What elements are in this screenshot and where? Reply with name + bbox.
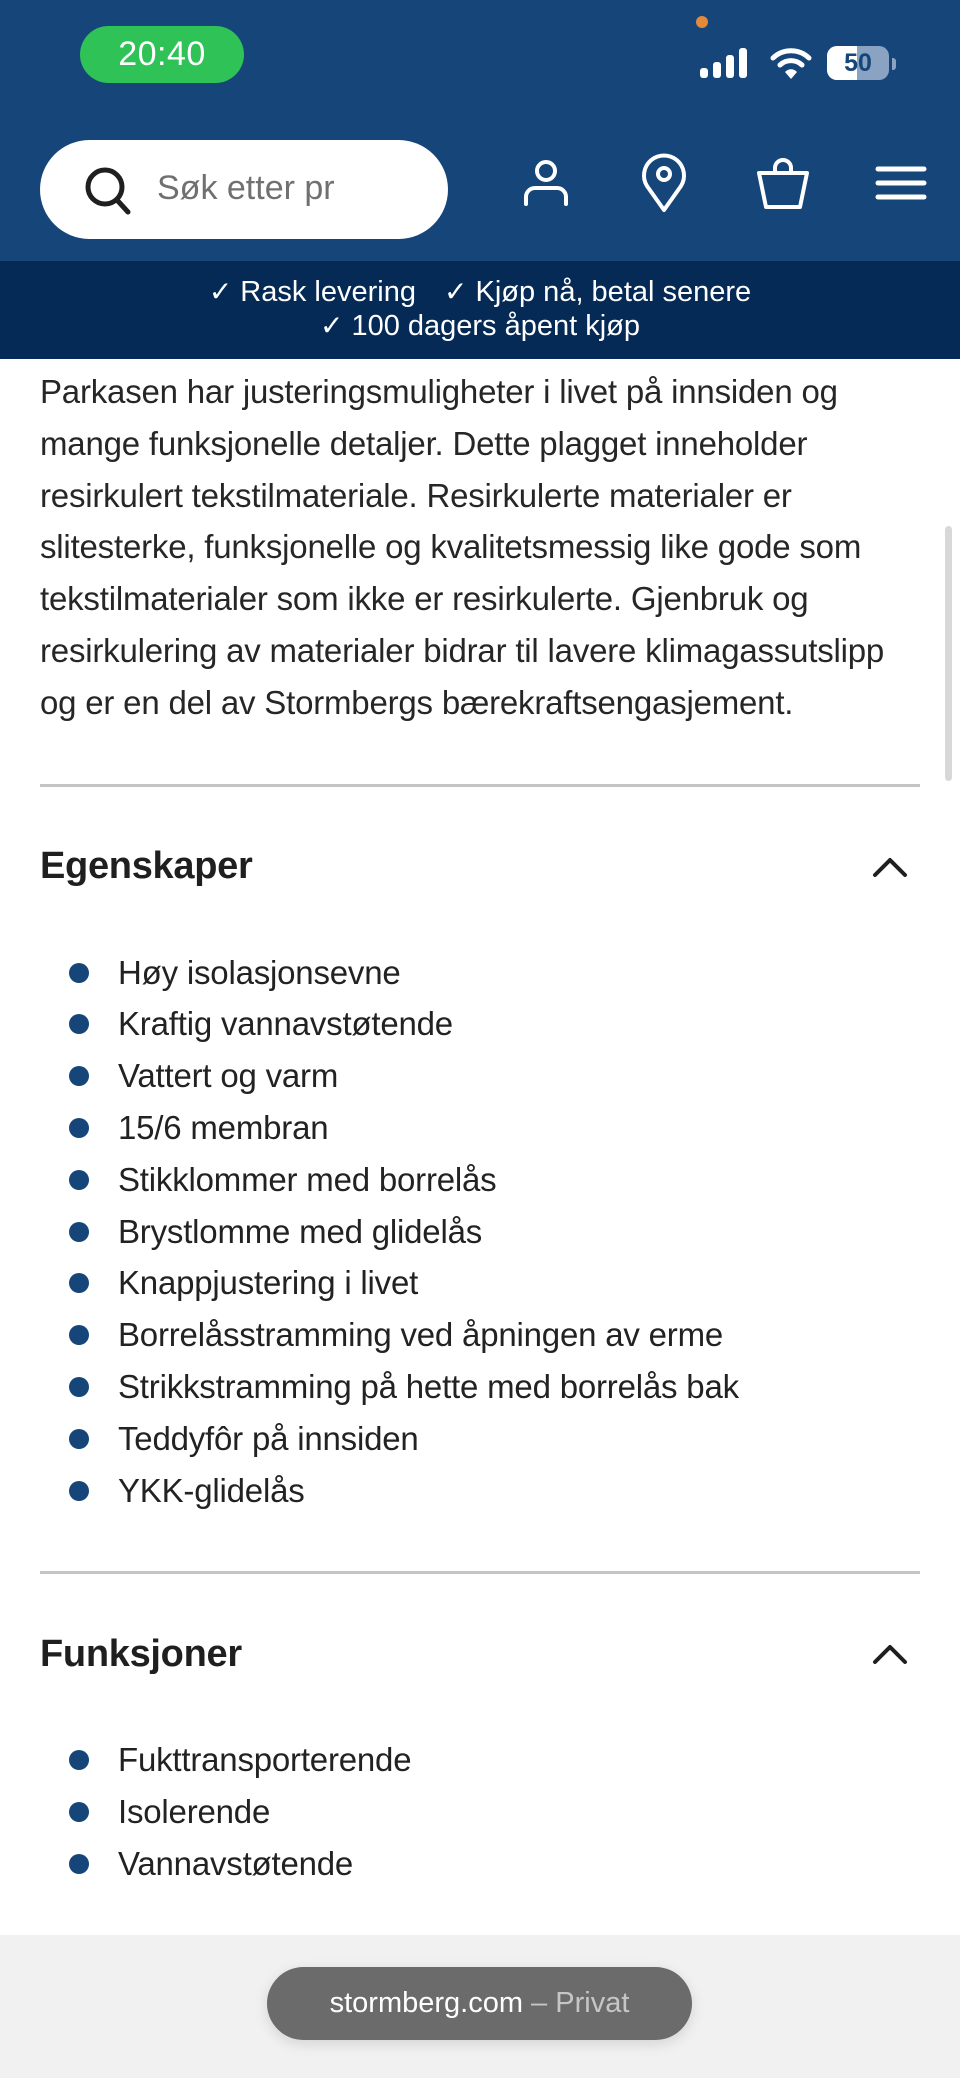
product-description: Parkasen har justeringsmuligheter i livet på innsiden og mange funksjonelle detaljer. Dette plagget inneholder resirkulert tekstilmateriale. Resirkulerte materialer er slitesterke, funksjonelle og kvalitetsmessig like gode som tekstilmaterialer som ikke er resirkulerte. Gjenbruk og resirkulering av materialer bidrar til lavere klimagassutslipp og er en del av Stormbergs bærekraftsengasjement. [40,373,885,721]
usp-banner [0,261,960,359]
checkmark-icon: ✓ [208,276,233,307]
list-item: YKK-glidelås [40,1465,920,1517]
list-item: 15/6 membran [40,1102,920,1154]
wifi-icon [770,46,812,80]
bullet-icon [69,1222,89,1242]
usp-text: 100 dagers åpent kjøp [351,310,641,342]
list-item: Vattert og varm [40,1050,920,1102]
usp-item [444,275,751,309]
bullet-icon [69,963,89,983]
cart-icon[interactable] [751,152,815,216]
usp-text: Rask levering [240,276,416,308]
list-item: Teddyfôr på innsiden [40,1413,920,1465]
bullet-icon [69,1750,89,1770]
section-header-funksjoner[interactable] [40,1574,920,1734]
chevron-up-icon[interactable] [870,1634,910,1674]
account-icon[interactable] [514,152,578,216]
search-box[interactable] [40,140,448,239]
checkmark-icon: ✓ [319,310,344,341]
list-item: Fukttransporterende [40,1734,920,1786]
url-separator: – [523,1987,556,2019]
site-header [0,0,960,261]
bullet-icon [69,1273,89,1293]
bullet-icon [69,1170,89,1190]
url-domain: stormberg.com [329,1987,523,2019]
list-item: Kraftig vannavstøtende [40,998,920,1050]
cellular-signal-icon [700,48,752,78]
store-locator-icon[interactable] [632,152,696,216]
list-item: Høy isolasjonsevne [40,947,920,999]
search-icon [82,164,136,218]
private-mode-label: Privat [555,1987,630,2019]
bullet-icon [69,1481,89,1501]
list-item: Brystlomme med glidelås [40,1206,920,1258]
bullet-icon [69,1429,89,1449]
list-item: Strikkstramming på hette med borrelås bak [40,1361,920,1413]
usp-text: Kjøp nå, betal senere [475,276,752,308]
funksjoner-list [40,1734,920,1889]
bullet-icon [69,1802,89,1822]
usp-item [320,309,640,343]
bullet-icon [69,1066,89,1086]
list-item: Stikklommer med borrelås [40,1154,920,1206]
page-scrollbar[interactable] [945,526,952,781]
bullet-icon [69,1014,89,1034]
status-time: 20:40 [80,26,244,83]
bullet-icon [69,1325,89,1345]
list-item: Vannavstøtende [40,1838,920,1890]
section-title: Funksjoner [40,1632,242,1675]
bullet-icon [69,1854,89,1874]
address-bar[interactable] [267,1967,692,2040]
usp-item [209,275,416,309]
menu-icon[interactable] [869,152,933,216]
bullet-icon [69,1118,89,1138]
egenskaper-list [40,947,920,1517]
battery-level: 50 [844,49,872,77]
section-header-egenskaper[interactable] [40,787,920,947]
battery-icon [827,46,889,80]
battery-tip [892,58,896,70]
list-item: Isolerende [40,1786,920,1838]
mic-indicator-icon [696,16,708,28]
product-details [40,359,920,1890]
list-item: Knappjustering i livet [40,1257,920,1309]
chevron-up-icon[interactable] [870,847,910,887]
section-title: Egenskaper [40,845,253,888]
checkmark-icon: ✓ [444,276,468,307]
search-input[interactable] [157,160,393,216]
list-item: Borrelåsstramming ved åpningen av erme [40,1309,920,1361]
browser-toolbar [0,1935,960,2078]
bullet-icon [69,1377,89,1397]
